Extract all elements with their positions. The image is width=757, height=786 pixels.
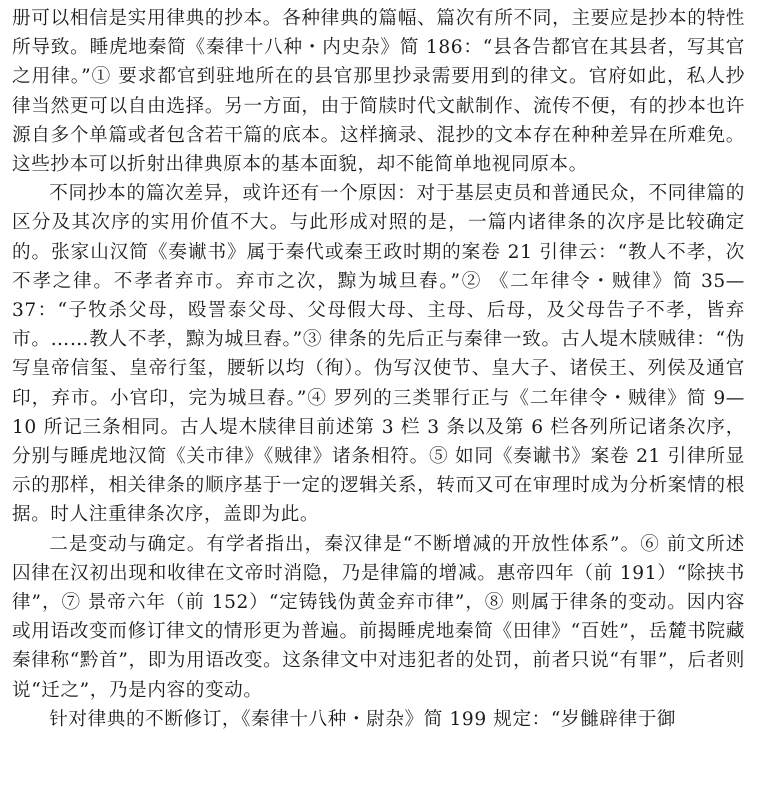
paragraph-3: 二是变动与确定。有学者指出，秦汉律是“不断增减的开放性体系”。⑥ 前文所述囚律在汉初出现和收律在文帝时消隐，乃是律篇的增减。惠帝四年（前 191）“除挟书律”，⑦ 景帝六年（前 152）“定铸钱伪黄金弃市律”，⑧ 则属于律条的变动。因内容或用语改变而修订律文的情形更为普遍。前揭睡虎地秦简《田律》“百姓”，岳麓书院藏秦律称“黔首”，即为用语改变。这条律文中对违犯者的处罚，前者只说“有罪”，后者则说“迁之”，乃是内容的变动。 bbox=[12, 533, 745, 701]
paragraph-2: 不同抄本的篇次差异，或许还有一个原因：对于基层吏员和普通民众，不同律篇的区分及其次序的实用价值不大。与此形成对照的是，一篇内诸律条的次序是比较确定的。张家山汉简《奏谳书》属于秦代或秦王政时期的案卷 21 引律云：“教人不孝，次不孝之律。不孝者弃市。弃市之次，黥为城旦舂。”② 《二年律令・贼律》简 35—37：“子牧杀父母，殴詈泰父母、父母假大母、主母、后母，及父母告子不孝，皆弃市。……教人不孝，黥为城旦舂。”③ 律条的先后正与秦律一致。古人堤木牍贼律：“伪写皇帝信玺、皇帝行玺，腰斩以均（徇）。伪写汉使节、皇大子、诸侯王、列侯及通官印，弃市。小官印，完为城旦舂。”④ 罗列的三类罪行正与《二年律令・贼律》简 9—10 所记三条相同。古人堤木牍律目前述第 3 栏 3 条以及第 6 栏各列所记诸条次序，分别与睡虎地汉简《关市律》《贼律》诸条相符。⑤ 如同《奏谳书》案卷 21 引律所显示的那样，相关律条的顺序基于一定的逻辑关系，转而又可在审理时成为分析案情的根据。时人注重律条次序，盖即为此。 bbox=[12, 183, 745, 526]
paragraph-1: 册可以相信是实用律典的抄本。各种律典的篇幅、篇次有所不同，主要应是抄本的特性所导致。睡虎地秦简《秦律十八种・内史杂》简 186：“县各告都官在其县者，写其官之用律。”① 要求都官到驻地所在的县官那里抄录需要用到的律文。官府如此，私人抄律当然更可以自由选择。另一方面，由于简牍时代文献制作、流传不便，有的抄本也许源自多个单篇或者包含若干篇的底本。这样摘录、混抄的文本存在种种差异在所难免。这些抄本可以折射出律典原本的基本面貌，却不能简单地视同原本。 bbox=[12, 8, 745, 176]
document-page bbox=[12, 4, 745, 734]
paragraph-4: 针对律典的不断修订，《秦律十八种・尉杂》简 199 规定：“岁雠辟律于御 bbox=[49, 708, 677, 730]
